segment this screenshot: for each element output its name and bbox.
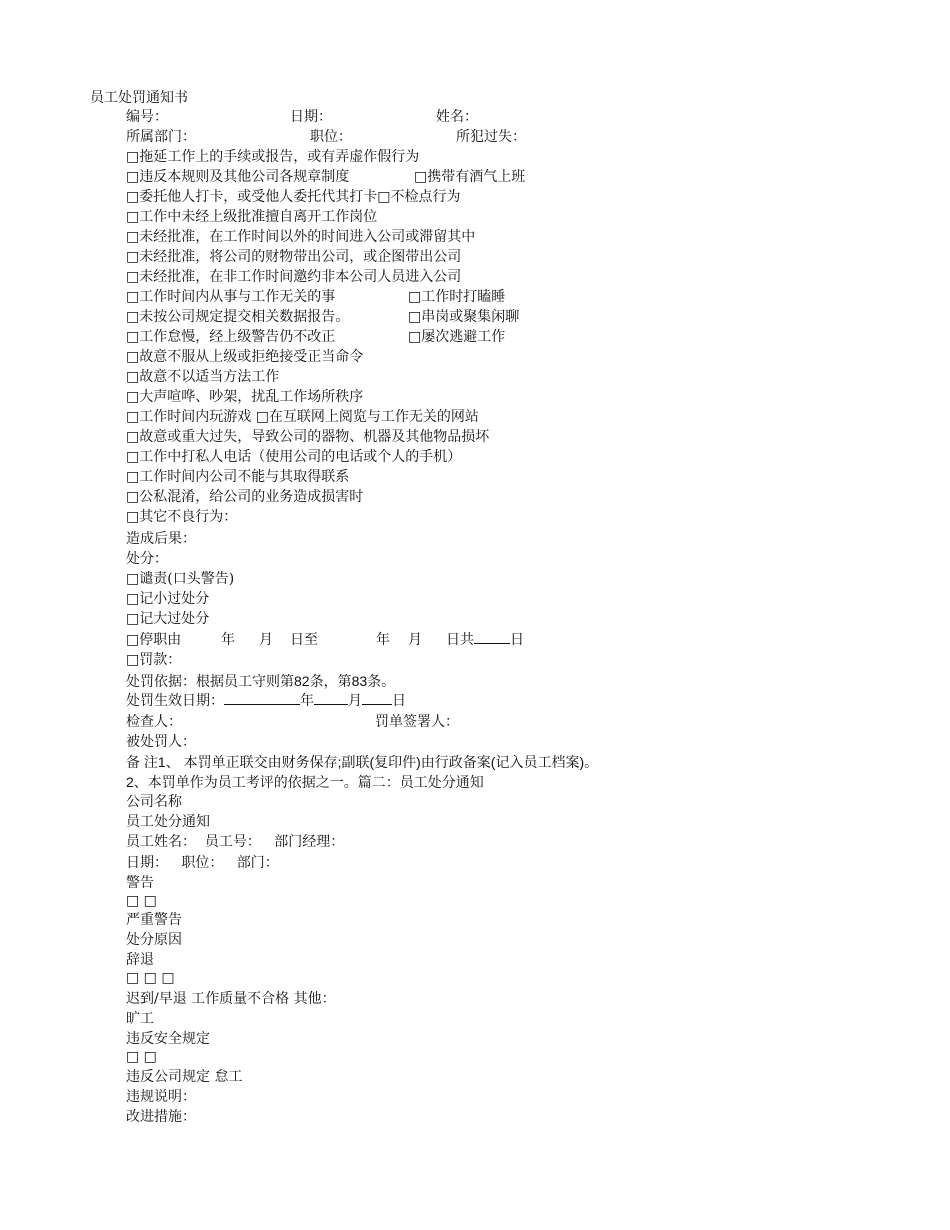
violation-item: □工作时间内玩游戏 □在互联网上阅览与工作无关的网站 (126, 409, 479, 425)
checkbox-icon: □ (126, 329, 140, 345)
inspector-label: 检查人： (126, 714, 182, 730)
checkbox-icon: □ (126, 571, 140, 587)
note-1: 备 注1、 本罚单正联交由财务保存;副联(复印件)由行政备案(记入员工档案)。 (126, 754, 599, 770)
checkbox-icon: □ (126, 409, 140, 425)
checkbox-icon: □ (126, 289, 140, 305)
company-rules-row: 违反公司规定 怠工 (126, 1069, 243, 1085)
doc-title: 员工处罚通知书 (90, 90, 188, 106)
fine-item: □罚款： (126, 652, 182, 668)
reason-label: 处分原因 (126, 932, 182, 948)
violation-item: □大声喧哗、吵架，扰乱工作场所秩序 (126, 389, 364, 405)
violation-item: □未经批准，在工作时间以外的时间进入公司或滞留其中 (126, 229, 476, 245)
checkbox-icon: □ (126, 509, 140, 525)
field-department: 所属部门： (126, 129, 196, 145)
violation-item: □工作时间内从事与工作无关的事 (126, 289, 336, 305)
violation-item: □串岗或聚集闲聊 (408, 309, 520, 325)
late-row: 迟到/早退 工作质量不合格 其他： (126, 991, 336, 1007)
checkbox-icon: □ (126, 249, 140, 265)
suspension-total: 日共 日 (446, 632, 524, 648)
violation-item: □故意或重大过失，导致公司的器物、机器及其他物品损坏 (126, 429, 490, 445)
violation-item: □工作时打瞌睡 (408, 289, 506, 305)
suspension-day-to: 日至 (290, 632, 318, 648)
violation-item: □委托他人打卡，或受他人委托代其打卡□不检点行为 (126, 189, 461, 205)
punishment-item: □谴责(口头警告) (126, 571, 235, 587)
punishment-basis: 处罚依据：根据员工守则第82条，第83条。 (126, 673, 396, 689)
effective-date: 处罚生效日期： 年 月 日 (126, 693, 406, 709)
checkbox-icon: □ (126, 229, 140, 245)
checkbox-icon: □ (377, 189, 391, 205)
punishment-item: □记小过处分 (126, 591, 210, 607)
suspension-month2: 月 (408, 632, 422, 648)
field-number: 编号： (126, 109, 168, 125)
suspension-year: 年 (221, 632, 235, 648)
checkbox-icon: □ (126, 349, 140, 365)
suspension-month: 月 (259, 632, 273, 648)
field-position: 职位： (310, 129, 352, 145)
punishment-label: 处分： (126, 551, 168, 567)
checkbox-icon: □ (126, 469, 140, 485)
punishment-item: □记大过处分 (126, 611, 210, 627)
row-employee-name: 员工姓名： 员工号： 部门经理： (126, 834, 345, 850)
checkbox-row: □ □ (126, 893, 157, 909)
punished-label: 被处罚人： (126, 734, 196, 750)
signer-label: 罚单签署人： (375, 714, 459, 730)
checkbox-icon: □ (126, 149, 140, 165)
checkbox-icon: □ (408, 289, 422, 305)
violation-item: □工作中未经上级批准擅自离开工作岗位 (126, 209, 378, 225)
violation-item: □未经批准，将公司的财物带出公司，或企图带出公司 (126, 249, 462, 265)
checkbox-icon: □ (126, 309, 140, 325)
violation-desc-label: 违规说明： (126, 1089, 196, 1105)
checkbox-row: □ □ (126, 1049, 157, 1065)
absent-label: 旷工 (126, 1011, 154, 1027)
checkbox-icon: □ (126, 489, 140, 505)
violation-item: □公私混淆，给公司的业务造成损害时 (126, 489, 364, 505)
violation-item: □拖延工作上的手续或报告，或有弄虚作假行为 (126, 149, 420, 165)
note-2: 2、本罚单作为员工考评的依据之一。篇二：员工处分通知 (126, 774, 484, 790)
company-name: 公司名称 (126, 794, 182, 810)
violation-item: □工作怠慢，经上级警告仍不改正 (126, 329, 336, 345)
checkbox-icon: □ (408, 329, 422, 345)
checkbox-icon: □ (126, 369, 140, 385)
field-offense: 所犯过失： (456, 129, 526, 145)
violation-item: □工作时间内公司不能与其取得联系 (126, 469, 350, 485)
checkbox-icon: □ (414, 169, 428, 185)
violation-item: □屡次逃避工作 (408, 329, 506, 345)
violation-item: □未经批准，在非工作时间邀约非本公司人员进入公司 (126, 269, 462, 285)
checkbox-icon: □ (126, 189, 140, 205)
checkbox-row: □ □ □ (126, 970, 175, 986)
safety-label: 违反安全规定 (126, 1031, 210, 1047)
violation-item: □携带有酒气上班 (414, 169, 526, 185)
checkbox-icon: □ (126, 389, 140, 405)
checkbox-icon: □ (126, 269, 140, 285)
checkbox-icon: □ (126, 209, 140, 225)
violation-item: □违反本规则及其他公司各规章制度 (126, 169, 350, 185)
violation-item: □未按公司规定提交相关数据报告。 (126, 309, 350, 325)
checkbox-icon: □ (126, 429, 140, 445)
consequence-label: 造成后果： (126, 531, 196, 547)
improve-label: 改进措施： (126, 1109, 196, 1125)
checkbox-icon: □ (255, 409, 269, 425)
checkbox-icon: □ (126, 169, 140, 185)
violation-item: □工作中打私人电话（使用公司的电话或个人的手机） (126, 449, 462, 465)
violation-item: □其它不良行为： (126, 509, 238, 525)
field-date: 日期： (290, 109, 332, 125)
serious-warning-label: 严重警告 (126, 912, 182, 928)
notice-title: 员工处分通知 (126, 814, 210, 830)
violation-item: □故意不服从上级或拒绝接受正当命令 (126, 349, 364, 365)
dismiss-label: 辞退 (126, 952, 154, 968)
row-date: 日期： 职位： 部门： (126, 855, 279, 871)
checkbox-icon: □ (126, 449, 140, 465)
warning-label: 警告 (126, 875, 154, 891)
checkbox-icon: □ (126, 652, 140, 668)
suspension-year2: 年 (376, 632, 390, 648)
violation-item: □故意不以适当方法工作 (126, 369, 280, 385)
checkbox-icon: □ (126, 611, 140, 627)
checkbox-icon: □ (408, 309, 422, 325)
field-name: 姓名： (436, 109, 478, 125)
checkbox-icon: □ (126, 591, 140, 607)
checkbox-icon: □ (126, 632, 140, 648)
suspension-item: □停职由 (126, 632, 182, 648)
